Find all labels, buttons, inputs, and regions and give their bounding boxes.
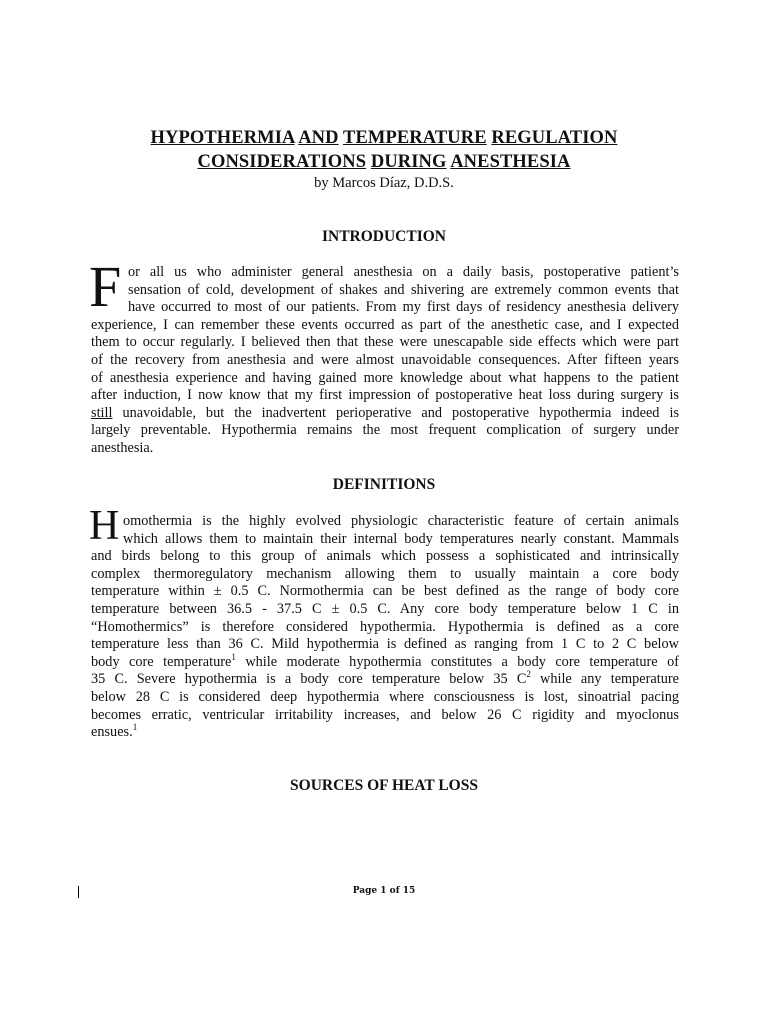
sources-heading: SOURCES OF HEAT LOSS [290,777,478,794]
title-line-1-word-2: AND [298,128,339,148]
def-line-9 [91,651,680,672]
def-line-10b: while any temperature [530,671,679,688]
def-line-1: omothermia is the highly evolved physiologic characteristic feature of certain animals [123,513,679,529]
intro-line-9 [91,405,679,423]
title-line-2-word-0: CONSIDERATIONS [197,152,367,172]
intro-line-1: or all us who administer general anesthesia on a daily basis, postoperative patient’s [128,264,679,280]
title-block [90,126,678,192]
intro-line-11: anesthesia. [91,439,154,456]
def-line-3: and birds belong to this group of animals which possess a sophisticated and intrinsically [91,548,679,565]
def-line-9b: while moderate hypothermia constitutes a body core temperature of [235,653,680,670]
def-line-8: temperature less than 36 C. Mild hypothermia is defined as ranging from 1 C to 2 C below [91,636,679,653]
footnote-ref-3: 1 [132,722,138,733]
def-line-10 [91,671,679,689]
def-line-9a: body core temperature [91,653,232,670]
def-line-13a: ensues. [91,724,133,741]
def-line-2: which allows them to maintain their internal body temperatures nearly constant. Mammals [123,530,679,547]
intro-line-8: after induction, I now know that my first impression of postoperative heat loss during surgery is [91,387,679,404]
intro-line-10: largely preventable. Hypothermia remains the most frequent complication of surgery under [91,422,679,439]
title-line-1-word-4: TEMPERATURE [343,128,487,148]
def-line-4: complex thermoregulatory mechanism allowing them to usually maintain a core body [91,565,679,582]
byline: by Marcos Díaz, D.D.S. [314,175,454,191]
intro-line-9-text: unavoidable, but the inadvertent perioperative and postoperative hypothermia indeed is [122,404,680,421]
definitions-paragraph [91,513,679,742]
intro-line-5: them to occur regularly. I believed then that these were unescapable side effects which were part [91,334,679,351]
page-number: Page 1 of 15 [352,886,416,896]
footnote-ref-2: 2 [526,669,531,680]
still-word: still [91,404,113,421]
def-line-12: becomes erratic, ventricular irritability increases, and below 26 C rigidity and myoclonus [91,706,679,723]
def-line-6: temperature between 36.5 - 37.5 C ± 0.5 C. Any core body temperature below 1 C in [91,600,679,617]
def-line-7: “Homothermics” is therefore considered hypothermia. Hypothermia is defined as a core [91,618,679,635]
intro-line-7: of anesthesia experience and having gained more knowledge about what happens to the patient [91,369,679,386]
def-line-10a: 35 C. Severe hypothermia is a body core temperature below 35 C [91,671,527,688]
intro-line-4: experience, I can remember these events occurred as part of the anesthetic case, and I expected [91,316,679,333]
def-line-11: below 28 C is considered deep hypothermia where consciousness is lost, sinoatrial pacing [91,688,679,705]
intro-line-3: have occurred to most of our patients. From my first days of residency anesthesia delivery [128,299,679,316]
title-line-1 [90,126,678,150]
title-line-2 [90,150,678,174]
def-line-5: temperature within ± 0.5 C. Normothermia can be best defined as the range of body core [91,583,679,600]
introduction-dropcap: F [89,254,122,319]
title-line-2-word-2: DURING [370,152,447,172]
introduction-paragraph [91,264,679,458]
intro-line-6: of the recovery from anesthesia and were almost unavoidable consequences. After fifteen years [91,351,679,368]
title-line-1-word-6: REGULATION [491,128,618,148]
definitions-heading: DEFINITIONS [332,476,436,493]
introduction-heading: INTRODUCTION [321,228,446,245]
footnote-ref-1: 1 [231,651,236,662]
title-line-1-word-0: HYPOTHERMIA [150,128,295,148]
intro-line-2: sensation of cold, development of shakes and shivering are extremely common events that [128,281,679,298]
title-line-2-word-4: ANESTHESIA [450,152,571,172]
def-line-13 [91,724,679,742]
definitions-dropcap: H [89,503,120,549]
